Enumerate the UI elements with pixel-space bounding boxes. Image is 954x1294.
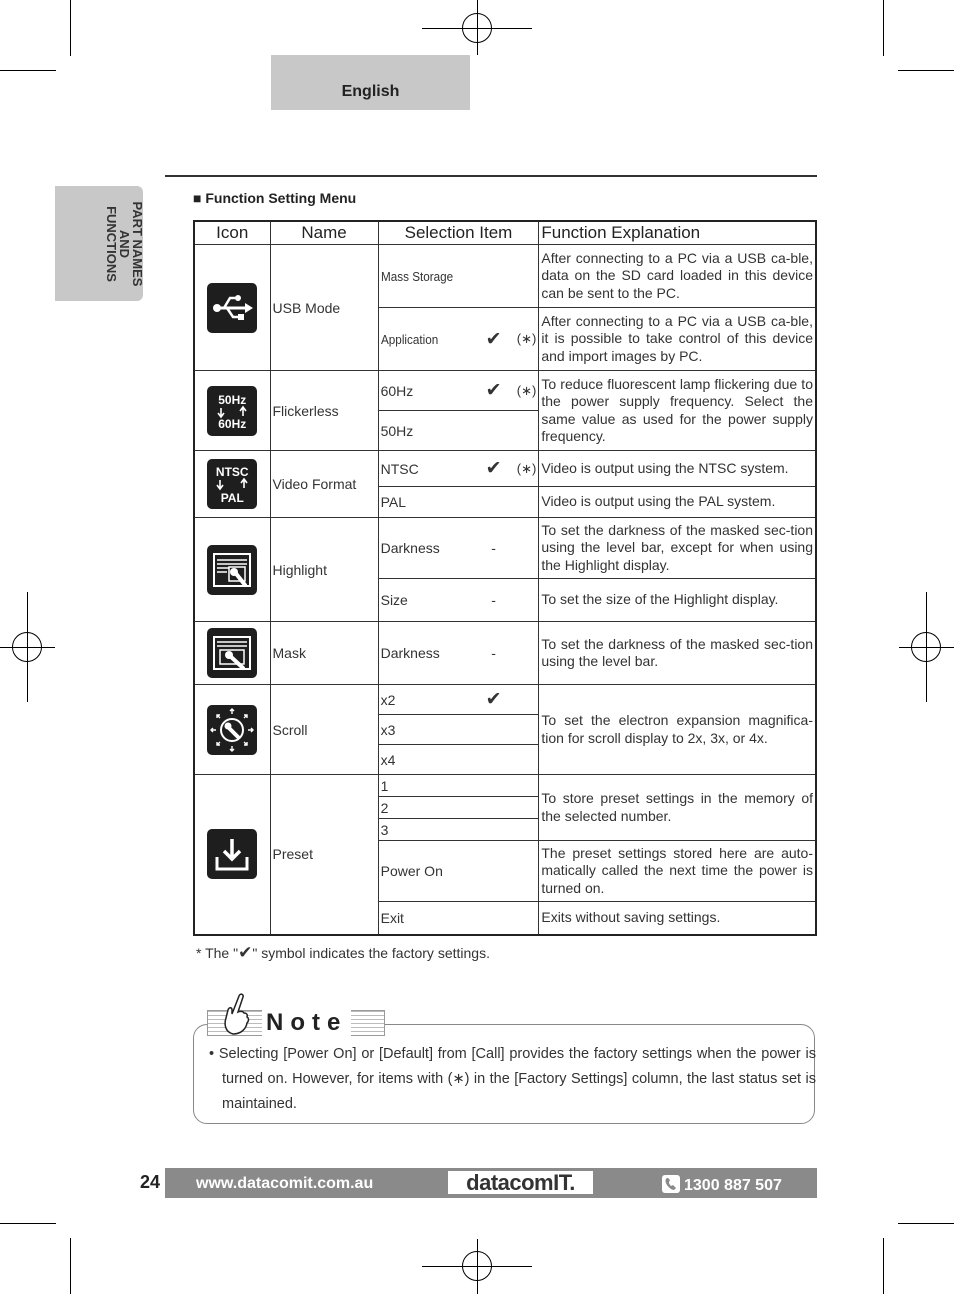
side-tab-line: PART NAMES (130, 201, 145, 287)
function-setting-table (193, 220, 817, 936)
footnote-text: " symbol indicates the factory settings. (252, 945, 490, 961)
crop-mark (0, 70, 56, 71)
no-value-dash: - (491, 645, 496, 661)
table-row (194, 622, 816, 685)
selection-item (378, 245, 539, 308)
crop-mark (70, 1238, 71, 1294)
header-icon: Icon (194, 221, 270, 245)
table-header-row (194, 221, 816, 245)
checkmark-icon: ✔ (485, 380, 502, 401)
selection-item (378, 902, 539, 935)
selection-item (378, 819, 539, 841)
flicker-frequency-icon (207, 386, 257, 436)
crop-mark (70, 0, 71, 56)
selection-item (378, 518, 539, 579)
name-flickerless: Flickerless (270, 371, 378, 451)
selection-item (378, 622, 539, 685)
function-explanation: To set the electron expansion magnifica-tion for scroll display to 2x, 3x, or 4x. (539, 685, 816, 775)
note-title: Note (262, 1008, 351, 1038)
registration-mark (911, 632, 941, 662)
function-explanation: To set the darkness of the masked sec-tion using the level bar. (539, 622, 816, 685)
side-tab-line: FUNCTIONS (104, 206, 119, 282)
function-explanation: After connecting to a PC via a USB ca-ble, data on the SD card loaded in this device can be sent to the PC. (539, 245, 816, 308)
name-preset: Preset (270, 775, 378, 935)
icon-label: 60Hz (218, 416, 247, 431)
side-tab-line: AND (117, 229, 132, 259)
selection-label: x3 (380, 721, 396, 738)
function-explanation: Video is output using the NTSC system. (539, 451, 816, 487)
function-explanation: After connecting to a PC via a USB ca-ble, it is possible to take control of this device and import images by PC. (539, 308, 816, 371)
video-format-icon (207, 459, 257, 509)
no-value-dash: - (491, 592, 496, 608)
name-scroll: Scroll (270, 685, 378, 775)
function-explanation: To set the size of the Highlight display. (539, 579, 816, 622)
selection-item (378, 797, 539, 819)
icon-cell (194, 371, 270, 451)
registration-mark (12, 632, 42, 662)
selection-item (378, 487, 539, 518)
selection-label: 2 (380, 799, 389, 816)
selection-label: Application (380, 331, 438, 347)
name-highlight: Highlight (270, 518, 378, 622)
selection-item (378, 715, 539, 745)
selection-item (378, 775, 539, 797)
preset-save-icon (207, 829, 257, 879)
selection-item (378, 841, 539, 902)
datacomit-logo: datacomIT. (448, 1171, 593, 1194)
selection-label: NTSC (380, 460, 419, 477)
selection-label: 1 (380, 777, 389, 794)
header-rule (165, 175, 817, 177)
crop-mark (883, 1238, 884, 1294)
selection-label: x2 (380, 691, 396, 708)
selection-label: Mass Storage (380, 268, 453, 284)
header-selection-item: Selection Item (378, 221, 539, 245)
website-url: www.datacomit.com.au (196, 1175, 374, 1192)
checkmark-icon: ✔ (485, 458, 502, 479)
no-value-dash: - (491, 540, 496, 556)
table-row (194, 451, 816, 487)
header-function-explanation: Function Explanation (539, 221, 816, 245)
crop-mark (883, 0, 884, 56)
icon-cell (194, 775, 270, 935)
function-explanation: Exits without saving settings. (539, 902, 816, 935)
selection-label: Exit (380, 909, 404, 926)
selection-label: Darkness (380, 645, 440, 661)
selection-label: 60Hz (380, 382, 414, 399)
factory-settings-footnote (196, 943, 490, 963)
section-title: ■ Function Setting Menu (193, 190, 357, 206)
factory-mark: (∗) (516, 460, 537, 476)
table-row (194, 245, 816, 308)
icon-cell (194, 245, 270, 371)
registration-mark (462, 13, 492, 43)
crop-mark (898, 70, 954, 71)
registration-mark (462, 1251, 492, 1281)
footnote-text: * The " (196, 945, 239, 961)
function-explanation: Video is output using the PAL system. (539, 487, 816, 518)
icon-cell (194, 451, 270, 518)
selection-item (378, 371, 539, 411)
footer-bar (165, 1168, 817, 1198)
language-tab: English (271, 55, 470, 110)
phone-number: 1300 887 507 (684, 1177, 782, 1194)
selection-label: Darkness (380, 540, 440, 556)
phone-icon (662, 1175, 680, 1193)
highlight-icon (207, 545, 257, 595)
icon-label: NTSC (215, 465, 249, 479)
name-mask: Mask (270, 622, 378, 685)
note-text: • Selecting [Power On] or [Default] from [Call] provides the factory settings when the power is turned on. However, for items with (∗) in the [Factory Settings] column, the last status set is maintained. (209, 1046, 816, 1112)
selection-label: 3 (380, 821, 389, 838)
selection-label: x4 (380, 751, 396, 768)
table-row (194, 775, 816, 797)
factory-mark: (∗) (516, 382, 537, 398)
icon-label: 50Hz (218, 392, 247, 407)
crop-mark (0, 1223, 56, 1224)
selection-item (378, 745, 539, 775)
selection-label: PAL (380, 494, 407, 510)
usb-icon (207, 283, 257, 333)
table-row (194, 685, 816, 715)
name-video-format: Video Format (270, 451, 378, 518)
function-explanation: The preset settings stored here are auto-matically called the next time the power is turned on. (539, 841, 816, 902)
checkmark-icon: ✔ (485, 328, 502, 350)
table-row (194, 518, 816, 579)
table-row (194, 371, 816, 411)
phone-contact (662, 1175, 782, 1195)
checkmark-icon: ✔ (485, 689, 502, 710)
function-explanation: To reduce fluorescent lamp flickering due to the power supply frequency. Select the same value as used for the power supply frequency. (539, 371, 816, 451)
icon-label: PAL (220, 491, 244, 505)
crop-mark (898, 1223, 954, 1224)
selection-item (378, 579, 539, 622)
factory-mark: (∗) (516, 331, 537, 346)
pointing-hand-icon (219, 992, 253, 1036)
header-name: Name (270, 221, 378, 245)
page-number: 24 (140, 1172, 161, 1192)
checkmark-icon: ✔ (238, 943, 253, 962)
selection-item (378, 685, 539, 715)
selection-item (378, 411, 539, 451)
selection-item (378, 451, 539, 487)
name-usb-mode: USB Mode (270, 245, 378, 371)
icon-cell (194, 518, 270, 622)
side-tab-label (106, 194, 144, 294)
selection-item (378, 308, 539, 371)
selection-label: 50Hz (380, 422, 414, 439)
selection-label: Power On (380, 863, 443, 879)
function-explanation: To set the darkness of the masked sec-tion using the level bar, except for when using the Highlight display. (539, 518, 816, 579)
scroll-icon (207, 705, 257, 755)
side-tab (55, 186, 143, 301)
icon-cell (194, 685, 270, 775)
selection-label: Size (380, 592, 408, 608)
function-explanation: To store preset settings in the memory of the selected number. (539, 775, 816, 841)
mask-icon (207, 628, 257, 678)
icon-cell (194, 622, 270, 685)
